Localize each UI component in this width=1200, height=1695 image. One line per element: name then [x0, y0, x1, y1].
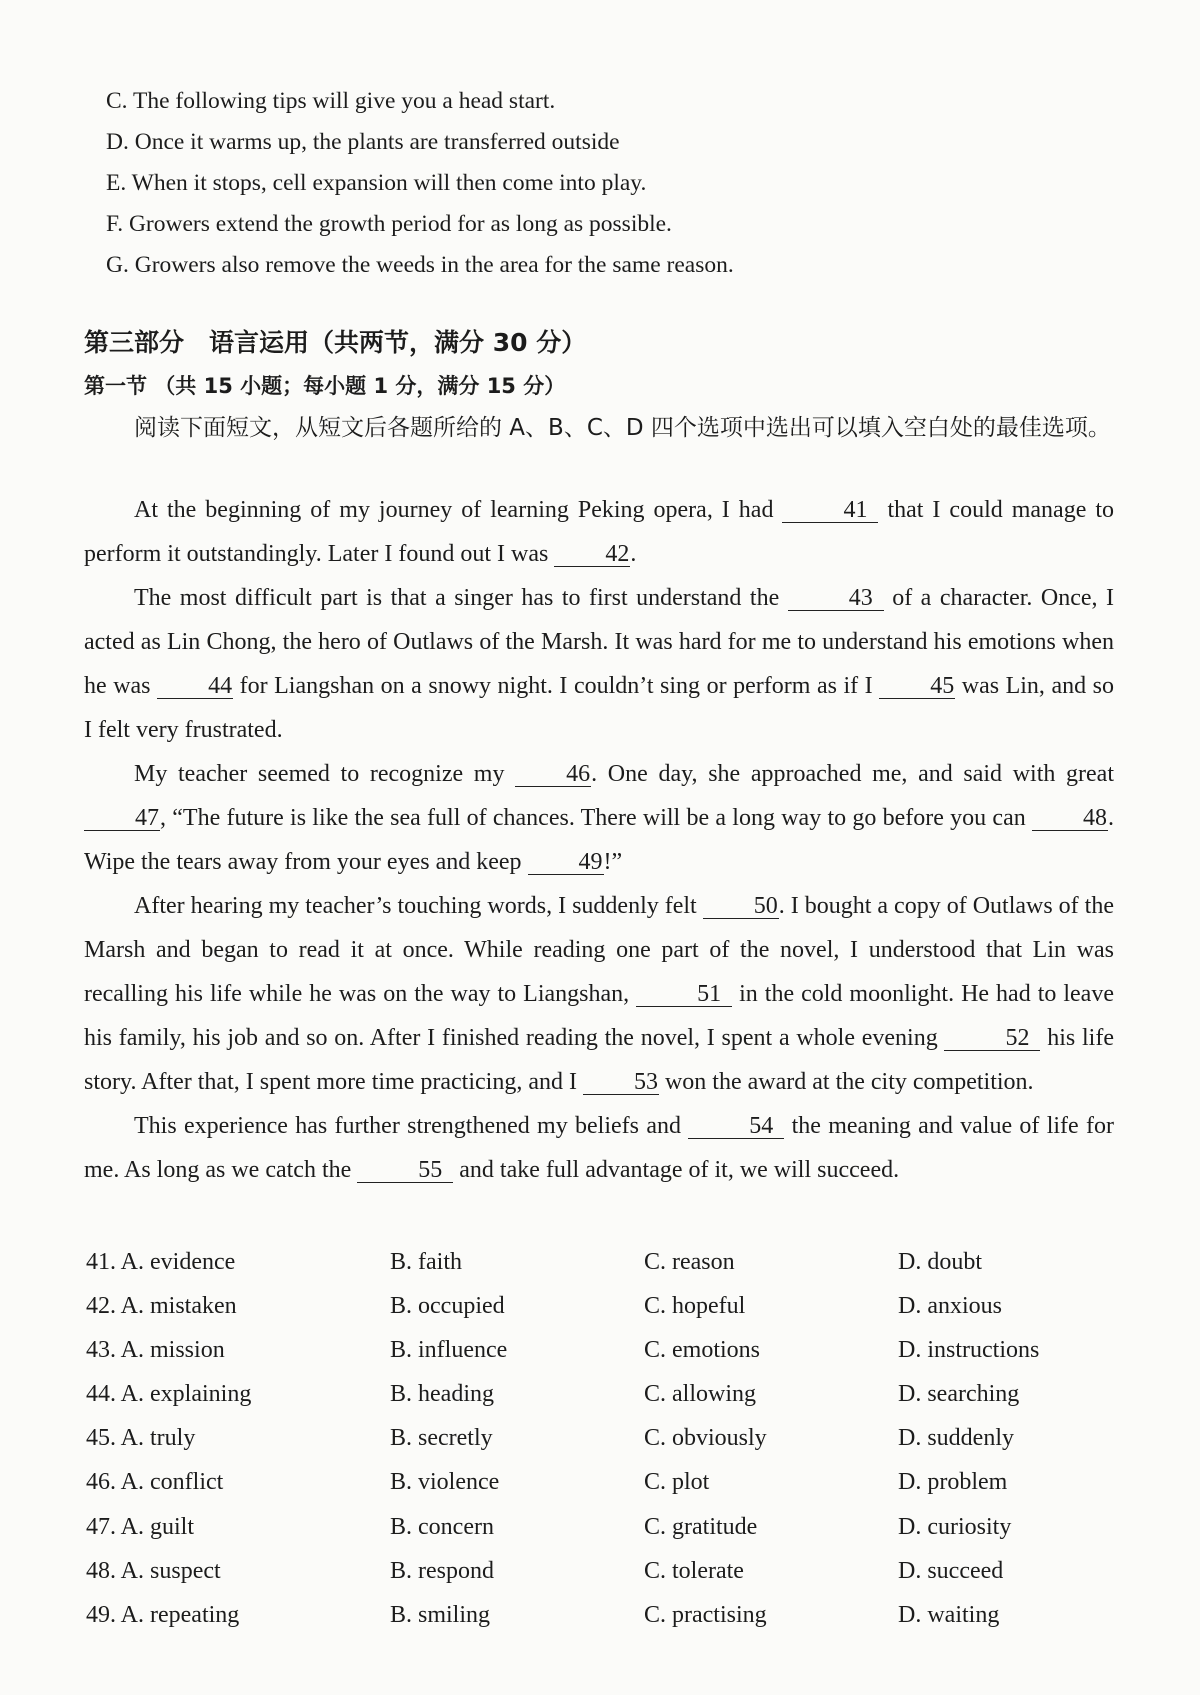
blank-45: 45 [879, 674, 955, 699]
option-d: D. succeed [898, 1557, 1004, 1584]
option-d: D. Once it warms up, the plants are transferred outside [106, 129, 620, 155]
question-number-and-option-a: 44. A. explaining [86, 1381, 252, 1408]
passage-text: of a character. Once, I acted as Lin Chong, the hero of Outlaws of the Marsh. It was hard for me to understand his emotions when he was [84, 585, 1114, 699]
passage-paragraph [84, 1104, 1114, 1192]
option-c: C. plot [644, 1469, 710, 1496]
passage-text: and take full advantage of it, we will succeed. [453, 1157, 900, 1183]
option-d: D. doubt [898, 1249, 982, 1275]
blank-55: 55 [357, 1158, 453, 1183]
question-number-and-option-a: 48. A. suspect [86, 1557, 221, 1584]
passage-text: . [630, 541, 637, 567]
option-d: D. instructions [898, 1337, 1040, 1364]
question-number-and-option-a: 43. A. mission [86, 1337, 225, 1364]
option-c: C. reason [644, 1249, 735, 1275]
option-c: C. gratitude [644, 1513, 758, 1540]
passage-paragraph [84, 576, 1114, 752]
option-d: D. suddenly [898, 1425, 1014, 1452]
option-c: C. obviously [644, 1425, 767, 1452]
option-e: E. When it stops, cell expansion will then come into play. [106, 170, 647, 196]
blank-46: 46 [515, 762, 591, 787]
blank-48: 48 [1032, 806, 1108, 831]
option-b: B. secretly [390, 1425, 493, 1452]
option-c: C. hopeful [644, 1293, 746, 1320]
option-c: C. allowing [644, 1381, 756, 1408]
blank-54: 54 [688, 1114, 784, 1139]
option-b: B. violence [390, 1469, 500, 1496]
option-c: C. tolerate [644, 1557, 744, 1584]
blank-53: 53 [583, 1070, 659, 1095]
section-title: 第三部分 语言运用（共两节，满分 30 分） [84, 328, 587, 357]
option-c: C. emotions [644, 1337, 761, 1364]
option-c: C. The following tips will give you a head start. [106, 88, 556, 114]
passage-text: in the cold moonlight. He had to leave his family, his job and so on. After I finished reading the novel, I spent a whole evening [84, 981, 1114, 1051]
option-b: B. heading [390, 1381, 494, 1408]
option-d: D. searching [898, 1381, 1020, 1408]
question-number-and-option-a: 41. A. evidence [86, 1249, 236, 1275]
question-number-and-option-a: 46. A. conflict [86, 1469, 224, 1496]
passage-text: My teacher seemed to recognize my [134, 761, 516, 787]
option-d: D. curiosity [898, 1513, 1012, 1540]
option-b: B. concern [390, 1513, 494, 1540]
passage-text: . Wipe the tears away from your eyes and keep [84, 805, 1114, 875]
option-g: G. Growers also remove the weeds in the area for the same reason. [106, 252, 734, 278]
passage-paragraph [84, 488, 1114, 576]
blank-49: 49 [528, 850, 604, 875]
passage-paragraph [84, 752, 1114, 884]
question-number-and-option-a: 45. A. truly [86, 1425, 196, 1452]
passage-text: !” [603, 849, 623, 875]
passage-text: the meaning and value of life for me. As long as we catch the [84, 1113, 1114, 1183]
blank-43: 43 [788, 586, 884, 611]
blank-50: 50 [703, 894, 779, 919]
question-number-and-option-a: 47. A. guilt [86, 1513, 195, 1540]
option-b: B. respond [390, 1557, 494, 1584]
blank-42: 42 [554, 542, 630, 567]
passage-text: At the beginning of my journey of learning Peking opera, I had [134, 497, 783, 523]
blank-44: 44 [157, 674, 233, 699]
passage-text: After hearing my teacher’s touching words, I suddenly felt [134, 893, 703, 919]
option-d: D. anxious [898, 1293, 1002, 1320]
passage-paragraph [84, 884, 1114, 1104]
passage-text: his life story. After that, I spent more time practicing, and I [84, 1025, 1114, 1095]
sub-title: 第一节 （共 15 小题；每小题 1 分，满分 15 分） [84, 374, 566, 398]
passage-text: , “The future is like the sea full of chances. There will be a long way to go before you can [160, 805, 1032, 831]
passage-text: for Liangshan on a snowy night. I couldn’t sing or perform as if I [233, 673, 880, 699]
passage-text: . I bought a copy of Outlaws of the Marsh and began to read it at once. While reading one part of the novel, I understood that Lin was recalling his life while he was on the way to Liangshan, [84, 893, 1114, 1007]
option-d: D. waiting [898, 1601, 1000, 1628]
option-b: B. faith [390, 1249, 462, 1275]
option-b: B. occupied [390, 1293, 505, 1320]
passage-text: was Lin, and so I felt very frustrated. [84, 673, 1114, 743]
passage-text: The most difficult part is that a singer has to first understand the [134, 585, 788, 611]
blank-47: 47 [84, 806, 160, 831]
option-c: C. practising [644, 1601, 767, 1628]
passage-text: won the award at the city competition. [658, 1069, 1034, 1095]
passage-text: that I could manage to perform it outstandingly. Later I found out I was [84, 497, 1115, 567]
blank-51: 51 [636, 982, 732, 1007]
cloze-passage [84, 488, 1114, 1192]
option-f: F. Growers extend the growth period for as long as possible. [106, 211, 672, 237]
blank-41: 41 [782, 498, 878, 523]
instruction: 阅读下面短文，从短文后各题所给的 A、B、C、D 四个选项中选出可以填入空白处的最佳选项。 [134, 415, 1111, 441]
passage-text: . One day, she approached me, and said with great [591, 761, 1115, 787]
option-b: B. influence [390, 1337, 508, 1364]
option-b: B. smiling [390, 1601, 491, 1628]
option-d: D. problem [898, 1469, 1008, 1496]
blank-52: 52 [944, 1026, 1040, 1051]
question-number-and-option-a: 42. A. mistaken [86, 1293, 237, 1320]
passage-text: This experience has further strengthened my beliefs and [134, 1113, 689, 1139]
question-number-and-option-a: 49. A. repeating [86, 1601, 240, 1628]
